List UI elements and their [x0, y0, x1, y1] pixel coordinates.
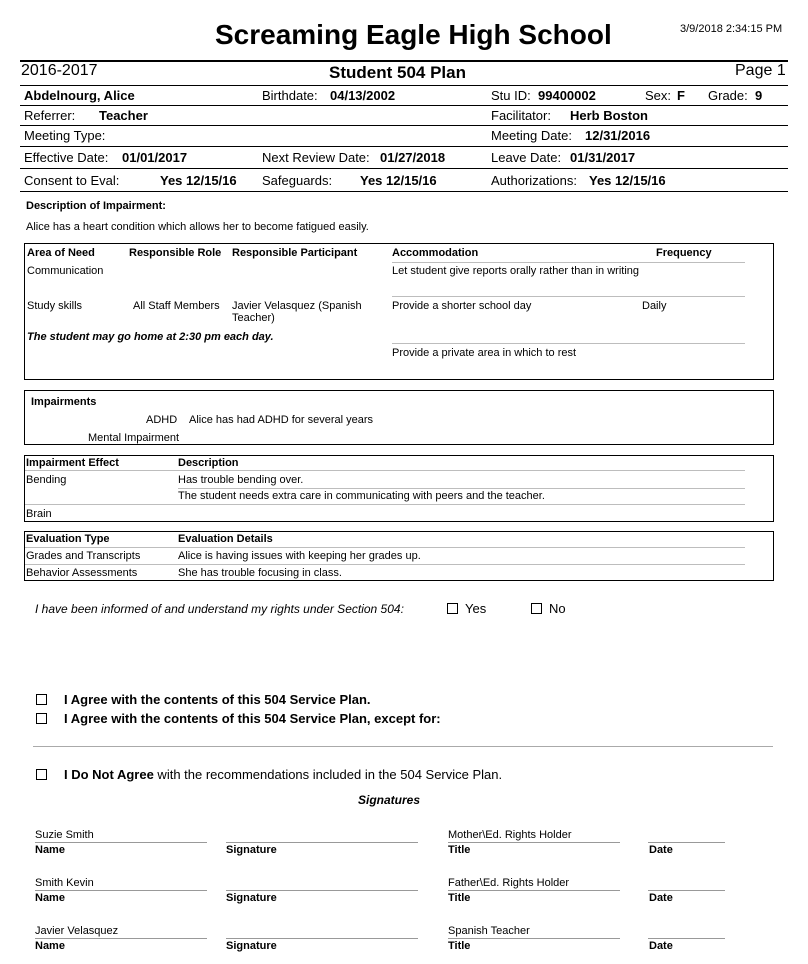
table-row: Grades and Transcripts	[26, 550, 141, 562]
signer-name: Javier Velasquez	[35, 925, 119, 937]
divider	[20, 191, 788, 192]
table-row: Javier Velasquez (Spanish	[232, 300, 362, 312]
safeguards-label: Safeguards:	[262, 173, 333, 188]
page-number: Page 1	[735, 62, 786, 79]
col-accommodation: Accommodation	[392, 247, 479, 259]
col-responsible-role: Responsible Role	[129, 247, 222, 259]
table-row: The student needs extra care in communicating with peers and the teacher.	[178, 490, 545, 502]
name-label: Name	[35, 892, 65, 904]
divider	[20, 105, 788, 106]
divider	[20, 168, 788, 169]
row-separator	[178, 488, 745, 489]
signature-label: Signature	[226, 892, 277, 904]
col-frequency: Frequency	[656, 247, 712, 259]
table-row: Teacher)	[232, 312, 275, 324]
meeting-date-label: Meeting Date:	[491, 128, 572, 143]
signer-title: Father\Ed. Rights Holder	[448, 877, 570, 889]
impairment-mental-label: Mental Impairment	[88, 432, 180, 444]
facilitator-value: Herb Boston	[570, 108, 648, 123]
signatures-heading: Signatures	[358, 793, 421, 807]
date-line[interactable]	[648, 890, 725, 891]
impairment-desc-text: Alice has a heart condition which allows her to become fatigued easily.	[26, 221, 369, 233]
date-label: Date	[649, 892, 673, 904]
name-label: Name	[35, 844, 65, 856]
meeting-date-value: 12/31/2016	[585, 128, 651, 143]
table-row: Let student give reports orally rather than in writing	[392, 265, 640, 277]
divider	[20, 146, 788, 147]
facilitator-label: Facilitator:	[491, 108, 551, 123]
table-row: Study skills	[27, 300, 83, 312]
next-review-value: 01/27/2018	[380, 150, 446, 165]
col-evaluation-details: Evaluation Details	[178, 533, 273, 545]
grade-label: Grade:	[708, 88, 748, 103]
row-separator	[392, 262, 745, 263]
table-row: Alice is having issues with keeping her grades up.	[178, 550, 421, 562]
name-line	[35, 842, 207, 843]
leave-date-value: 01/31/2017	[570, 150, 636, 165]
referrer-label: Referrer:	[24, 108, 76, 123]
accommodation-note: The student may go home at 2:30 pm each day.	[27, 331, 274, 343]
divider	[20, 125, 788, 126]
divider	[20, 60, 788, 62]
rights-no-label: No	[549, 601, 566, 616]
impairments-heading: Impairments	[31, 396, 97, 408]
consent-label: Consent to Eval:	[24, 173, 120, 188]
sex-value: F	[677, 88, 685, 103]
rights-no-checkbox[interactable]	[531, 603, 542, 614]
row-separator	[25, 564, 745, 565]
signature-line[interactable]	[226, 842, 418, 843]
name-line	[35, 890, 207, 891]
name-label: Name	[35, 940, 65, 952]
date-line[interactable]	[648, 842, 725, 843]
title-line	[448, 842, 620, 843]
row-separator	[25, 470, 745, 471]
col-evaluation-type: Evaluation Type	[26, 533, 110, 545]
date-label: Date	[649, 844, 673, 856]
print-timestamp: 3/9/2018 2:34:15 PM	[680, 23, 783, 35]
title-label: Title	[448, 844, 471, 856]
rights-yes-checkbox[interactable]	[447, 603, 458, 614]
row-separator	[25, 547, 745, 548]
effective-date-value: 01/01/2017	[122, 150, 188, 165]
effective-date-label: Effective Date:	[24, 150, 109, 165]
table-row: Daily	[642, 300, 667, 312]
row-separator	[392, 343, 745, 344]
table-row: Provide a shorter school day	[392, 300, 532, 312]
rights-statement: I have been informed of and understand my rights under Section 504:	[35, 602, 404, 616]
disagree-label-rest: with the recommendations included in the 504 Service Plan.	[153, 767, 503, 782]
signature-line[interactable]	[226, 890, 418, 891]
agree-label: I Agree with the contents of this 504 Service Plan.	[64, 692, 371, 707]
agree-except-label: I Agree with the contents of this 504 Service Plan, except for:	[64, 711, 441, 726]
stu-id-value: 99400002	[538, 88, 596, 103]
school-name: Screaming Eagle High School	[215, 19, 612, 50]
referrer-value: Teacher	[99, 108, 148, 123]
signer-name: Smith Kevin	[35, 877, 94, 889]
disagree-label	[64, 767, 502, 782]
disagree-checkbox[interactable]	[36, 769, 47, 780]
impairment-adhd-text: Alice has had ADHD for several years	[189, 414, 374, 426]
sex-label: Sex:	[645, 88, 672, 103]
authorizations-value: Yes 12/15/16	[589, 173, 666, 188]
birthdate-label: Birthdate:	[262, 88, 318, 103]
date-label: Date	[649, 940, 673, 952]
signature-label: Signature	[226, 844, 277, 856]
consent-value: Yes 12/15/16	[160, 173, 237, 188]
safeguards-value: Yes 12/15/16	[360, 173, 437, 188]
col-responsible-participant: Responsible Participant	[232, 247, 358, 259]
agree-except-checkbox[interactable]	[36, 713, 47, 724]
student-name: Abdelnourg, Alice	[24, 88, 135, 103]
school-year: 2016-2017	[21, 62, 98, 79]
impairment-desc-heading: Description of Impairment:	[26, 200, 166, 212]
authorizations-label: Authorizations:	[491, 173, 577, 188]
table-row: She has trouble focusing in class.	[178, 567, 342, 579]
col-area-of-need: Area of Need	[27, 247, 95, 259]
grade-value: 9	[755, 88, 763, 103]
signer-title: Spanish Teacher	[448, 925, 530, 937]
table-row: Provide a private area in which to rest	[392, 347, 577, 359]
col-description: Description	[178, 457, 239, 469]
impairment-adhd-label: ADHD	[146, 414, 178, 426]
title-label: Title	[448, 940, 471, 952]
divider	[33, 746, 773, 747]
signer-name: Suzie Smith	[35, 829, 94, 841]
disagree-label-bold: I Do Not Agree	[64, 767, 154, 782]
divider	[20, 85, 788, 86]
date-line[interactable]	[648, 938, 725, 939]
agree-checkbox[interactable]	[36, 694, 47, 705]
table-row: All Staff Members	[133, 300, 220, 312]
title-line	[448, 890, 620, 891]
birthdate-value: 04/13/2002	[330, 88, 396, 103]
table-row: Behavior Assessments	[26, 567, 138, 579]
signature-line[interactable]	[226, 938, 418, 939]
table-row: Has trouble bending over.	[178, 474, 304, 486]
col-impairment-effect: Impairment Effect	[26, 457, 119, 469]
table-row: Communication	[27, 265, 104, 277]
title-line	[448, 938, 620, 939]
name-line	[35, 938, 207, 939]
stu-id-label: Stu ID:	[491, 88, 531, 103]
rights-yes-label: Yes	[465, 601, 487, 616]
row-separator	[25, 504, 745, 505]
leave-date-label: Leave Date:	[491, 150, 562, 165]
signer-title: Mother\Ed. Rights Holder	[448, 829, 572, 841]
table-row: Brain	[26, 508, 52, 520]
page-title: Student 504 Plan	[329, 63, 466, 82]
row-separator	[392, 296, 745, 297]
title-label: Title	[448, 892, 471, 904]
signature-label: Signature	[226, 940, 277, 952]
next-review-label: Next Review Date:	[262, 150, 370, 165]
table-row: Bending	[26, 474, 67, 486]
meeting-type-label: Meeting Type:	[24, 128, 106, 143]
